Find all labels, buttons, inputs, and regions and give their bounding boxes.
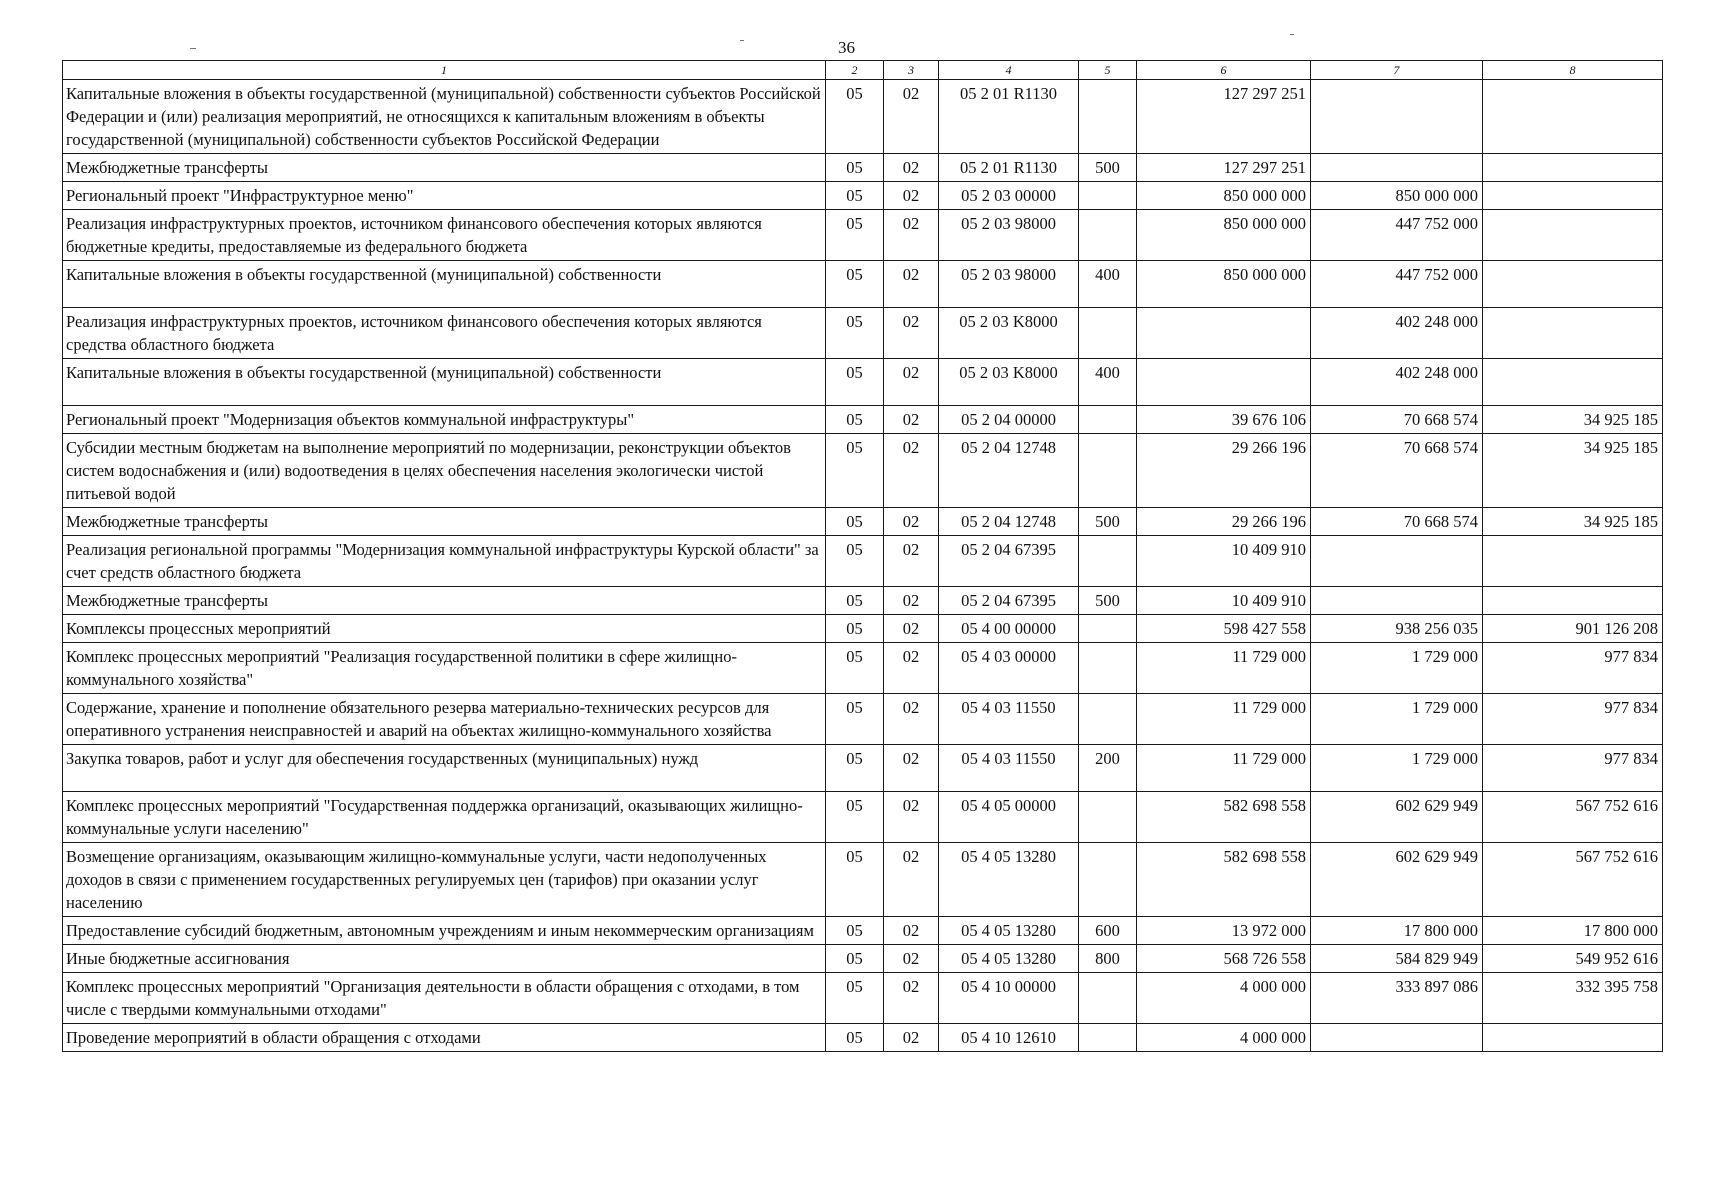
row-target-code: 05 2 01 R1130 bbox=[939, 154, 1079, 182]
row-expense-type: 800 bbox=[1079, 945, 1137, 973]
row-amount-year1: 11 729 000 bbox=[1137, 643, 1311, 694]
row-amount-year1: 13 972 000 bbox=[1137, 917, 1311, 945]
row-subsection: 02 bbox=[884, 792, 939, 843]
row-amount-year3: 977 834 bbox=[1483, 694, 1663, 745]
row-amount-year2: 17 800 000 bbox=[1311, 917, 1483, 945]
table-row bbox=[63, 80, 1663, 154]
table-row bbox=[63, 308, 1663, 359]
row-amount-year1: 39 676 106 bbox=[1137, 406, 1311, 434]
row-amount-year3: 549 952 616 bbox=[1483, 945, 1663, 973]
table-row bbox=[63, 434, 1663, 508]
row-amount-year1 bbox=[1137, 308, 1311, 359]
row-name: Закупка товаров, работ и услуг для обеспечения государственных (муниципальных) нужд bbox=[63, 745, 826, 792]
row-amount-year1: 582 698 558 bbox=[1137, 843, 1311, 917]
row-amount-year3: 977 834 bbox=[1483, 643, 1663, 694]
row-amount-year3: 34 925 185 bbox=[1483, 508, 1663, 536]
row-section: 05 bbox=[826, 80, 884, 154]
row-amount-year3: 34 925 185 bbox=[1483, 434, 1663, 508]
row-section: 05 bbox=[826, 210, 884, 261]
row-target-code: 05 2 04 67395 bbox=[939, 536, 1079, 587]
row-expense-type: 500 bbox=[1079, 508, 1137, 536]
table-row bbox=[63, 587, 1663, 615]
row-target-code: 05 2 03 K8000 bbox=[939, 359, 1079, 406]
row-subsection: 02 bbox=[884, 154, 939, 182]
row-expense-type bbox=[1079, 792, 1137, 843]
row-subsection: 02 bbox=[884, 210, 939, 261]
row-amount-year2: 333 897 086 bbox=[1311, 973, 1483, 1024]
row-expense-type bbox=[1079, 434, 1137, 508]
row-amount-year1: 10 409 910 bbox=[1137, 587, 1311, 615]
column-header-5: 5 bbox=[1079, 61, 1137, 80]
column-header-3: 3 bbox=[884, 61, 939, 80]
row-name: Межбюджетные трансферты bbox=[63, 154, 826, 182]
row-name: Комплекс процессных мероприятий "Реализация государственной политики в сфере жилищно-коммунального хозяйства" bbox=[63, 643, 826, 694]
row-expense-type bbox=[1079, 1024, 1137, 1052]
row-amount-year3 bbox=[1483, 154, 1663, 182]
row-section: 05 bbox=[826, 308, 884, 359]
row-target-code: 05 4 00 00000 bbox=[939, 615, 1079, 643]
row-target-code: 05 2 04 67395 bbox=[939, 587, 1079, 615]
row-name: Реализация инфраструктурных проектов, источником финансового обеспечения которых являются средства областного бюджета bbox=[63, 308, 826, 359]
page-number: 36 bbox=[838, 38, 855, 57]
row-amount-year2: 402 248 000 bbox=[1311, 308, 1483, 359]
row-section: 05 bbox=[826, 843, 884, 917]
scan-speck bbox=[740, 40, 744, 41]
row-name: Реализация региональной программы "Модернизация коммунальной инфраструктуры Курской области" за счет средств областного бюджета bbox=[63, 536, 826, 587]
row-amount-year3: 332 395 758 bbox=[1483, 973, 1663, 1024]
row-name: Комплекс процессных мероприятий "Организация деятельности в области обращения с отходами, в том числе с твердыми коммунальными отходами" bbox=[63, 973, 826, 1024]
row-section: 05 bbox=[826, 694, 884, 745]
row-section: 05 bbox=[826, 359, 884, 406]
row-section: 05 bbox=[826, 973, 884, 1024]
row-name: Межбюджетные трансферты bbox=[63, 508, 826, 536]
scan-speck bbox=[1290, 34, 1294, 35]
row-amount-year2 bbox=[1311, 587, 1483, 615]
table-row bbox=[63, 973, 1663, 1024]
row-name: Иные бюджетные ассигнования bbox=[63, 945, 826, 973]
budget-table-body bbox=[63, 80, 1663, 1052]
row-section: 05 bbox=[826, 261, 884, 308]
row-amount-year3 bbox=[1483, 536, 1663, 587]
row-amount-year3: 901 126 208 bbox=[1483, 615, 1663, 643]
row-name: Проведение мероприятий в области обращения с отходами bbox=[63, 1024, 826, 1052]
row-amount-year1: 29 266 196 bbox=[1137, 434, 1311, 508]
row-target-code: 05 2 03 K8000 bbox=[939, 308, 1079, 359]
row-amount-year3: 977 834 bbox=[1483, 745, 1663, 792]
row-amount-year2 bbox=[1311, 1024, 1483, 1052]
table-row bbox=[63, 154, 1663, 182]
table-row bbox=[63, 1024, 1663, 1052]
row-amount-year3 bbox=[1483, 308, 1663, 359]
row-subsection: 02 bbox=[884, 308, 939, 359]
row-subsection: 02 bbox=[884, 643, 939, 694]
row-expense-type bbox=[1079, 615, 1137, 643]
table-row bbox=[63, 643, 1663, 694]
row-amount-year1: 850 000 000 bbox=[1137, 261, 1311, 308]
row-expense-type: 600 bbox=[1079, 917, 1137, 945]
row-name: Субсидии местным бюджетам на выполнение мероприятий по модернизации, реконструкции объектов систем водоснабжения и (или) водоотведения в целях обеспечения населения экологически чистой питьевой водой bbox=[63, 434, 826, 508]
row-amount-year3: 567 752 616 bbox=[1483, 792, 1663, 843]
row-subsection: 02 bbox=[884, 406, 939, 434]
row-expense-type: 400 bbox=[1079, 359, 1137, 406]
row-subsection: 02 bbox=[884, 843, 939, 917]
row-expense-type bbox=[1079, 536, 1137, 587]
row-amount-year1: 850 000 000 bbox=[1137, 210, 1311, 261]
row-subsection: 02 bbox=[884, 359, 939, 406]
row-section: 05 bbox=[826, 406, 884, 434]
row-amount-year3: 567 752 616 bbox=[1483, 843, 1663, 917]
row-amount-year1: 4 000 000 bbox=[1137, 973, 1311, 1024]
row-subsection: 02 bbox=[884, 182, 939, 210]
row-expense-type bbox=[1079, 843, 1137, 917]
row-target-code: 05 2 04 12748 bbox=[939, 508, 1079, 536]
row-target-code: 05 2 04 12748 bbox=[939, 434, 1079, 508]
row-amount-year3: 34 925 185 bbox=[1483, 406, 1663, 434]
row-expense-type bbox=[1079, 80, 1137, 154]
row-name: Капитальные вложения в объекты государственной (муниципальной) собственности bbox=[63, 359, 826, 406]
row-amount-year1: 127 297 251 bbox=[1137, 80, 1311, 154]
row-target-code: 05 4 05 13280 bbox=[939, 843, 1079, 917]
row-amount-year3 bbox=[1483, 359, 1663, 406]
row-subsection: 02 bbox=[884, 434, 939, 508]
row-amount-year2 bbox=[1311, 154, 1483, 182]
table-row bbox=[63, 745, 1663, 792]
row-name: Реализация инфраструктурных проектов, источником финансового обеспечения которых являются бюджетные кредиты, предоставляемые из федерального бюджета bbox=[63, 210, 826, 261]
table-row bbox=[63, 359, 1663, 406]
row-subsection: 02 bbox=[884, 80, 939, 154]
row-amount-year2: 70 668 574 bbox=[1311, 434, 1483, 508]
row-name: Капитальные вложения в объекты государственной (муниципальной) собственности bbox=[63, 261, 826, 308]
column-header-4: 4 bbox=[939, 61, 1079, 80]
row-name: Комплексы процессных мероприятий bbox=[63, 615, 826, 643]
row-amount-year2: 938 256 035 bbox=[1311, 615, 1483, 643]
row-name: Региональный проект "Модернизация объектов коммунальной инфраструктуры" bbox=[63, 406, 826, 434]
row-amount-year3 bbox=[1483, 80, 1663, 154]
row-name: Региональный проект "Инфраструктурное меню" bbox=[63, 182, 826, 210]
row-name: Содержание, хранение и пополнение обязательного резерва материально-технических ресурсов для оперативного устранения неисправностей и аварий на объектах жилищно-коммунального хозяйства bbox=[63, 694, 826, 745]
row-target-code: 05 2 01 R1130 bbox=[939, 80, 1079, 154]
row-target-code: 05 4 03 11550 bbox=[939, 745, 1079, 792]
row-target-code: 05 2 03 98000 bbox=[939, 261, 1079, 308]
row-amount-year2: 1 729 000 bbox=[1311, 745, 1483, 792]
row-section: 05 bbox=[826, 643, 884, 694]
row-amount-year1: 582 698 558 bbox=[1137, 792, 1311, 843]
row-target-code: 05 4 03 11550 bbox=[939, 694, 1079, 745]
row-expense-type bbox=[1079, 406, 1137, 434]
table-row bbox=[63, 945, 1663, 973]
table-row bbox=[63, 536, 1663, 587]
row-amount-year1: 11 729 000 bbox=[1137, 745, 1311, 792]
row-amount-year3 bbox=[1483, 587, 1663, 615]
table-row bbox=[63, 261, 1663, 308]
row-amount-year3: 17 800 000 bbox=[1483, 917, 1663, 945]
row-amount-year1: 598 427 558 bbox=[1137, 615, 1311, 643]
row-amount-year1: 29 266 196 bbox=[1137, 508, 1311, 536]
row-amount-year2: 850 000 000 bbox=[1311, 182, 1483, 210]
row-subsection: 02 bbox=[884, 587, 939, 615]
column-header-1: 1 bbox=[63, 61, 826, 80]
row-target-code: 05 4 10 00000 bbox=[939, 973, 1079, 1024]
row-section: 05 bbox=[826, 745, 884, 792]
row-amount-year2 bbox=[1311, 80, 1483, 154]
row-name: Комплекс процессных мероприятий "Государственная поддержка организаций, оказывающих жилищно-коммунальные услуги населению" bbox=[63, 792, 826, 843]
row-target-code: 05 4 05 13280 bbox=[939, 945, 1079, 973]
column-header-7: 7 bbox=[1311, 61, 1483, 80]
row-amount-year2: 1 729 000 bbox=[1311, 643, 1483, 694]
row-section: 05 bbox=[826, 434, 884, 508]
row-expense-type: 500 bbox=[1079, 587, 1137, 615]
row-subsection: 02 bbox=[884, 917, 939, 945]
row-expense-type bbox=[1079, 210, 1137, 261]
row-amount-year2: 1 729 000 bbox=[1311, 694, 1483, 745]
row-target-code: 05 4 05 13280 bbox=[939, 917, 1079, 945]
row-section: 05 bbox=[826, 508, 884, 536]
row-amount-year1: 568 726 558 bbox=[1137, 945, 1311, 973]
row-section: 05 bbox=[826, 182, 884, 210]
scan-speck bbox=[190, 48, 196, 49]
row-amount-year3 bbox=[1483, 261, 1663, 308]
table-row bbox=[63, 694, 1663, 745]
table-row bbox=[63, 406, 1663, 434]
table-row bbox=[63, 917, 1663, 945]
row-name: Возмещение организациям, оказывающим жилищно-коммунальные услуги, части недополученных доходов в связи с применением государственных регулируемых цен (тарифов) при оказании услуг населению bbox=[63, 843, 826, 917]
row-amount-year3 bbox=[1483, 210, 1663, 261]
row-target-code: 05 2 03 00000 bbox=[939, 182, 1079, 210]
row-subsection: 02 bbox=[884, 508, 939, 536]
row-section: 05 bbox=[826, 917, 884, 945]
row-expense-type bbox=[1079, 643, 1137, 694]
row-amount-year2: 602 629 949 bbox=[1311, 843, 1483, 917]
row-target-code: 05 2 04 00000 bbox=[939, 406, 1079, 434]
row-section: 05 bbox=[826, 1024, 884, 1052]
row-section: 05 bbox=[826, 587, 884, 615]
row-subsection: 02 bbox=[884, 1024, 939, 1052]
row-subsection: 02 bbox=[884, 745, 939, 792]
row-expense-type: 200 bbox=[1079, 745, 1137, 792]
table-row bbox=[63, 792, 1663, 843]
header-row bbox=[63, 61, 1663, 80]
row-subsection: 02 bbox=[884, 615, 939, 643]
row-amount-year3 bbox=[1483, 182, 1663, 210]
table-row bbox=[63, 843, 1663, 917]
row-amount-year2: 402 248 000 bbox=[1311, 359, 1483, 406]
row-name: Капитальные вложения в объекты государственной (муниципальной) собственности субъектов Российской Федерации и (или) реализация мероприятий, не относящихся к капитальным вложениям в объекты государственной (муниципальной) собственности субъектов Российской Федерации bbox=[63, 80, 826, 154]
row-section: 05 bbox=[826, 945, 884, 973]
column-header-6: 6 bbox=[1137, 61, 1311, 80]
budget-table bbox=[62, 60, 1663, 1052]
row-section: 05 bbox=[826, 792, 884, 843]
row-amount-year1: 4 000 000 bbox=[1137, 1024, 1311, 1052]
row-expense-type bbox=[1079, 973, 1137, 1024]
row-target-code: 05 4 05 00000 bbox=[939, 792, 1079, 843]
row-amount-year3 bbox=[1483, 1024, 1663, 1052]
row-target-code: 05 2 03 98000 bbox=[939, 210, 1079, 261]
row-amount-year2: 447 752 000 bbox=[1311, 210, 1483, 261]
row-amount-year1: 11 729 000 bbox=[1137, 694, 1311, 745]
row-section: 05 bbox=[826, 615, 884, 643]
row-target-code: 05 4 10 12610 bbox=[939, 1024, 1079, 1052]
row-target-code: 05 4 03 00000 bbox=[939, 643, 1079, 694]
row-expense-type bbox=[1079, 694, 1137, 745]
row-amount-year1: 850 000 000 bbox=[1137, 182, 1311, 210]
table-row bbox=[63, 508, 1663, 536]
row-amount-year1: 10 409 910 bbox=[1137, 536, 1311, 587]
row-subsection: 02 bbox=[884, 694, 939, 745]
row-amount-year2: 584 829 949 bbox=[1311, 945, 1483, 973]
row-section: 05 bbox=[826, 154, 884, 182]
row-subsection: 02 bbox=[884, 945, 939, 973]
row-amount-year1 bbox=[1137, 359, 1311, 406]
row-name: Предоставление субсидий бюджетным, автономным учреждениям и иным некоммерческим организациям bbox=[63, 917, 826, 945]
column-header-8: 8 bbox=[1483, 61, 1663, 80]
row-subsection: 02 bbox=[884, 261, 939, 308]
row-amount-year2: 602 629 949 bbox=[1311, 792, 1483, 843]
row-amount-year2: 70 668 574 bbox=[1311, 406, 1483, 434]
row-expense-type: 400 bbox=[1079, 261, 1137, 308]
row-expense-type: 500 bbox=[1079, 154, 1137, 182]
table-row bbox=[63, 210, 1663, 261]
row-expense-type bbox=[1079, 308, 1137, 359]
row-name: Межбюджетные трансферты bbox=[63, 587, 826, 615]
row-amount-year1: 127 297 251 bbox=[1137, 154, 1311, 182]
row-subsection: 02 bbox=[884, 973, 939, 1024]
row-amount-year2: 447 752 000 bbox=[1311, 261, 1483, 308]
row-amount-year2: 70 668 574 bbox=[1311, 508, 1483, 536]
table-row bbox=[63, 615, 1663, 643]
row-amount-year2 bbox=[1311, 536, 1483, 587]
column-header-2: 2 bbox=[826, 61, 884, 80]
row-subsection: 02 bbox=[884, 536, 939, 587]
table-row bbox=[63, 182, 1663, 210]
row-expense-type bbox=[1079, 182, 1137, 210]
row-section: 05 bbox=[826, 536, 884, 587]
